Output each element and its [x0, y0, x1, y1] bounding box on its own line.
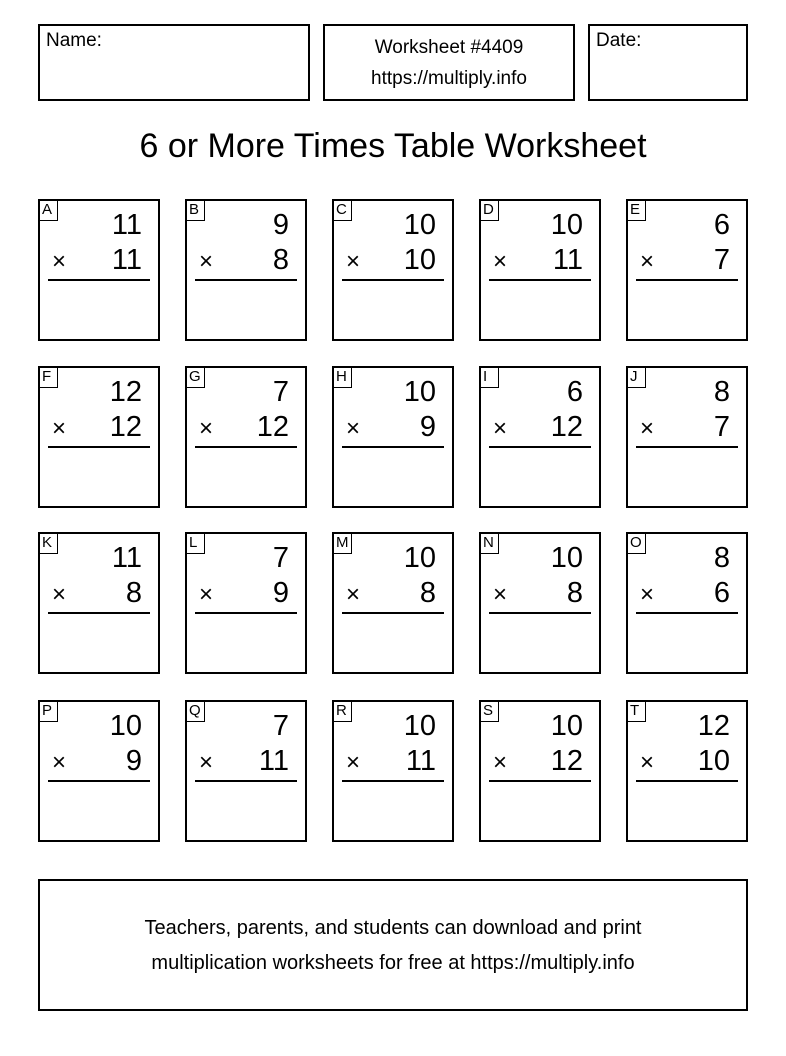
problem-letter: P [38, 700, 58, 722]
problem-letter: C [332, 199, 352, 221]
multiplicand: 10 [550, 710, 583, 742]
problem-card[interactable] [185, 532, 307, 674]
multiplicand: 10 [403, 376, 436, 408]
answer-line [636, 279, 738, 281]
answer-line [342, 279, 444, 281]
answer-line [489, 612, 591, 614]
date-field[interactable] [588, 24, 748, 101]
problem-letter: Q [185, 700, 205, 722]
problem-letter: R [332, 700, 352, 722]
multiplier: 12 [550, 745, 583, 777]
answer-line [48, 780, 150, 782]
multiplier: 7 [713, 244, 730, 276]
answer-line [489, 446, 591, 448]
multiplier: 12 [550, 411, 583, 443]
multiplicand: 7 [272, 710, 289, 742]
multiplier: 11 [405, 745, 436, 777]
multiplicand: 10 [403, 542, 436, 574]
problem-letter: I [479, 366, 499, 388]
times-sign: × [493, 415, 508, 442]
worksheet-id-box [323, 24, 575, 101]
problem-card[interactable] [185, 700, 307, 842]
problem-letter: D [479, 199, 499, 221]
problem-card[interactable] [38, 532, 160, 674]
multiplier: 12 [256, 411, 289, 443]
footer-box [38, 879, 748, 1011]
multiplicand: 12 [697, 710, 730, 742]
answer-line [342, 612, 444, 614]
times-sign: × [199, 415, 214, 442]
times-sign: × [640, 749, 655, 776]
multiplicand: 11 [111, 542, 142, 574]
times-sign: × [493, 581, 508, 608]
multiplier: 7 [713, 411, 730, 443]
multiplicand: 10 [403, 710, 436, 742]
problem-card[interactable] [332, 700, 454, 842]
problem-card[interactable] [185, 366, 307, 508]
footer-line-1: Teachers, parents, and students can download and print [144, 917, 642, 939]
answer-line [195, 612, 297, 614]
problem-card[interactable] [38, 366, 160, 508]
answer-line [342, 780, 444, 782]
problem-card[interactable] [626, 532, 748, 674]
problem-letter: O [626, 532, 646, 554]
multiplier: 11 [552, 244, 583, 276]
multiplicand: 10 [403, 209, 436, 241]
problem-letter: H [332, 366, 352, 388]
problem-letter: J [626, 366, 646, 388]
problem-letter: T [626, 700, 646, 722]
answer-line [48, 446, 150, 448]
multiplier: 10 [403, 244, 436, 276]
multiplicand: 12 [109, 376, 142, 408]
multiplicand: 10 [550, 209, 583, 241]
answer-line [636, 446, 738, 448]
answer-line [636, 612, 738, 614]
date-label: Date: [596, 30, 642, 51]
problem-card[interactable] [626, 700, 748, 842]
answer-line [195, 780, 297, 782]
page-title: 6 or More Times Table Worksheet [139, 127, 647, 165]
multiplier: 8 [566, 577, 583, 609]
multiplicand: 8 [713, 542, 730, 574]
multiplicand: 6 [713, 209, 730, 241]
times-sign: × [346, 581, 361, 608]
answer-line [636, 780, 738, 782]
multiplicand: 6 [566, 376, 583, 408]
answer-line [489, 780, 591, 782]
times-sign: × [52, 581, 67, 608]
times-sign: × [640, 248, 655, 275]
multiplier: 11 [111, 244, 142, 276]
problem-card[interactable] [332, 532, 454, 674]
times-sign: × [640, 581, 655, 608]
problem-letter: G [185, 366, 205, 388]
times-sign: × [199, 581, 214, 608]
times-sign: × [346, 415, 361, 442]
times-sign: × [493, 749, 508, 776]
problem-letter: N [479, 532, 499, 554]
answer-line [195, 446, 297, 448]
answer-line [342, 446, 444, 448]
problem-letter: E [626, 199, 646, 221]
multiplier: 6 [713, 577, 730, 609]
times-sign: × [52, 415, 67, 442]
multiplicand: 7 [272, 376, 289, 408]
times-sign: × [52, 749, 67, 776]
times-sign: × [493, 248, 508, 275]
answer-line [48, 279, 150, 281]
problem-letter: B [185, 199, 205, 221]
problem-letter: K [38, 532, 58, 554]
problem-card[interactable] [38, 700, 160, 842]
multiplier: 8 [419, 577, 436, 609]
multiplicand: 7 [272, 542, 289, 574]
problem-letter: F [38, 366, 58, 388]
answer-line [489, 279, 591, 281]
answer-line [195, 279, 297, 281]
multiplier: 12 [109, 411, 142, 443]
worksheet-url: https://multiply.info [371, 68, 527, 89]
worksheet-number: Worksheet #4409 [374, 37, 524, 58]
problem-card[interactable] [626, 199, 748, 341]
name-field[interactable] [38, 24, 310, 101]
multiplicand: 9 [272, 209, 289, 241]
times-sign: × [199, 248, 214, 275]
problem-card[interactable] [479, 199, 601, 341]
problem-card[interactable] [626, 366, 748, 508]
multiplicand: 10 [550, 542, 583, 574]
multiplier: 9 [125, 745, 142, 777]
answer-line [48, 612, 150, 614]
times-sign: × [346, 749, 361, 776]
times-sign: × [52, 248, 67, 275]
multiplier: 8 [125, 577, 142, 609]
multiplier: 9 [419, 411, 436, 443]
multiplier: 10 [697, 745, 730, 777]
multiplier: 11 [258, 745, 289, 777]
times-sign: × [640, 415, 655, 442]
problem-card[interactable] [479, 532, 601, 674]
problem-card[interactable] [38, 199, 160, 341]
multiplier: 8 [272, 244, 289, 276]
problem-letter: A [38, 199, 58, 221]
problem-card[interactable] [185, 199, 307, 341]
problem-letter: M [332, 532, 352, 554]
multiplier: 9 [272, 577, 289, 609]
problem-letter: L [185, 532, 205, 554]
times-sign: × [199, 749, 214, 776]
times-sign: × [346, 248, 361, 275]
problem-card[interactable] [479, 366, 601, 508]
problem-card[interactable] [332, 366, 454, 508]
footer-line-2: multiplication worksheets for free at https://multiply.info [151, 952, 635, 974]
multiplicand: 11 [111, 209, 142, 241]
problem-letter: S [479, 700, 499, 722]
name-label: Name: [46, 30, 102, 51]
problem-card[interactable] [332, 199, 454, 341]
multiplicand: 10 [109, 710, 142, 742]
problem-card[interactable] [479, 700, 601, 842]
multiplicand: 8 [713, 376, 730, 408]
